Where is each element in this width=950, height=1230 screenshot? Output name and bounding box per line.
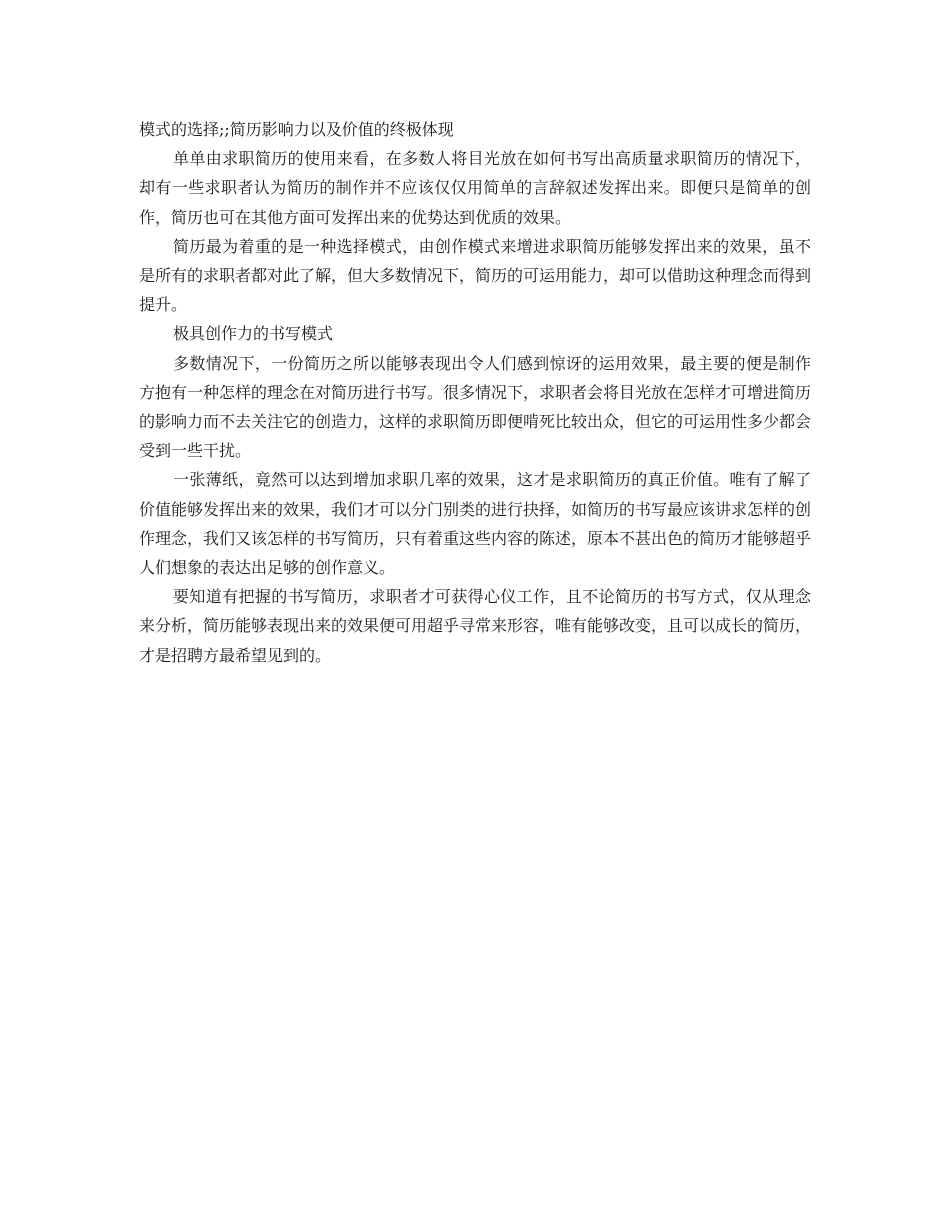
paragraph: 单单由求职简历的使用来看，在多数人将目光放在如何书写出高质量求职简历的情况下，却有一些求职者认为简历的制作并不应该仅仅用简单的言辞叙述发挥出来。即便只是简单的创作，简历也可在其他方面可发挥出来的优势达到优质的效果。 [139, 149, 811, 227]
document-body [139, 115, 811, 670]
section-heading: 极具创作力的书写模式 [173, 324, 334, 344]
paragraph: 多数情况下，一份简历之所以能够表现出令人们感到惊讶的运用效果，最主要的便是制作方抱有一种怎样的理念在对简历进行书写。很多情况下，求职者会将目光放在怎样才可增进简历的影响力而不去关注它的创造力，这样的求职简历即便啃死比较出众，但它的可运用性多少都会受到一些干扰。 [139, 353, 812, 461]
paragraph: 简历最为着重的是一种选择模式，由创作模式来增进求职简历能够发挥出来的效果，虽不是所有的求职者都对此了解，但大多数情况下，简历的可运用能力，却可以借助这种理念而得到提升。 [139, 236, 812, 315]
paragraph: 要知道有把握的书写简历，求职者才可获得心仪工作，且不论简历的书写方式，仅从理念来分析，简历能够表现出来的效果便可用超乎寻常来形容，唯有能够改变，且可以成长的简历，才是招聘方最希望见到的。 [139, 587, 812, 665]
paragraph: 一张薄纸，竟然可以达到增加求职几率的效果，这才是求职简历的真正价值。唯有了解了价值能够发挥出来的效果，我们才可以分门别类的进行抉择，如简历的书写最应该讲求怎样的创作理念，我们又该怎样的书写简历，只有着重这些内容的陈述，原本不甚出色的简历才能够超乎人们想象的表达出足够的创作意义。 [139, 470, 812, 578]
paragraph-continuation: 模式的选择;;简历影响力以及价值的终极体现 [139, 120, 454, 139]
